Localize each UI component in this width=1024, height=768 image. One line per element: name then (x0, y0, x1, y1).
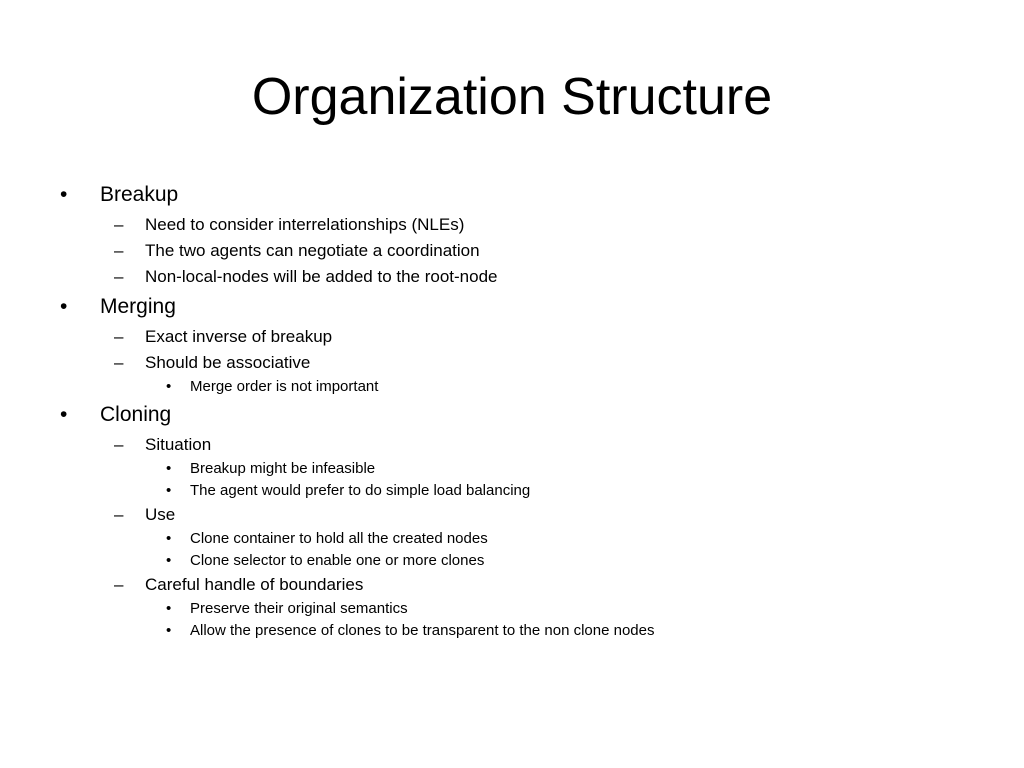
sub-sub-item (0, 598, 1024, 620)
item-text: Careful handle of boundaries (145, 575, 364, 594)
sub-item (0, 264, 1024, 290)
sub-item (0, 572, 1024, 598)
bullet-item (0, 290, 1024, 324)
item-text: Allow the presence of clones to be transparent to the non clone nodes (190, 622, 655, 639)
item-text: Need to consider interrelationships (NLEs) (145, 215, 465, 234)
dash-marker-icon: – (114, 505, 124, 524)
bullet-marker-icon: • (166, 530, 172, 547)
sub-item (0, 432, 1024, 458)
slide-body (0, 178, 1024, 642)
bullet-marker-icon: • (166, 460, 172, 477)
dash-marker-icon: – (114, 267, 124, 286)
item-text: Non-local-nodes will be added to the root-node (145, 267, 498, 286)
bullet-marker-icon: • (60, 183, 68, 206)
sub-item (0, 350, 1024, 376)
item-text: Use (145, 505, 176, 524)
bullet-marker-icon: • (166, 600, 172, 617)
item-text: Should be associative (145, 353, 311, 372)
item-text: Cloning (100, 403, 172, 426)
sub-item (0, 324, 1024, 350)
sub-item (0, 238, 1024, 264)
sub-item (0, 212, 1024, 238)
item-text: Clone selector to enable one or more clones (190, 552, 485, 569)
item-text: Breakup might be infeasible (190, 460, 376, 477)
sub-sub-item (0, 528, 1024, 550)
sub-sub-item (0, 376, 1024, 398)
bullet-marker-icon: • (166, 552, 172, 569)
item-text: Exact inverse of breakup (145, 327, 333, 346)
dash-marker-icon: – (114, 215, 124, 234)
slide-title: Organization Structure (251, 68, 773, 126)
item-text: The two agents can negotiate a coordination (145, 241, 480, 260)
item-text: Clone container to hold all the created nodes (190, 530, 488, 547)
dash-marker-icon: – (114, 575, 124, 594)
bullet-marker-icon: • (166, 622, 172, 639)
item-text: Merging (100, 295, 176, 318)
bullet-marker-icon: • (60, 403, 68, 426)
sub-item (0, 502, 1024, 528)
bullet-item (0, 178, 1024, 212)
bullet-marker-icon: • (166, 378, 172, 395)
sub-sub-item (0, 620, 1024, 642)
item-text: The agent would prefer to do simple load balancing (190, 482, 531, 499)
item-text: Breakup (100, 183, 179, 206)
item-text: Situation (145, 435, 212, 454)
sub-sub-item (0, 550, 1024, 572)
dash-marker-icon: – (114, 353, 124, 372)
bullet-marker-icon: • (60, 295, 68, 318)
sub-sub-item (0, 480, 1024, 502)
dash-marker-icon: – (114, 435, 124, 454)
sub-sub-item (0, 458, 1024, 480)
dash-marker-icon: – (114, 241, 124, 260)
bullet-item (0, 398, 1024, 432)
bullet-marker-icon: • (166, 482, 172, 499)
item-text: Merge order is not important (190, 378, 379, 395)
dash-marker-icon: – (114, 327, 124, 346)
item-text: Preserve their original semantics (190, 600, 408, 617)
